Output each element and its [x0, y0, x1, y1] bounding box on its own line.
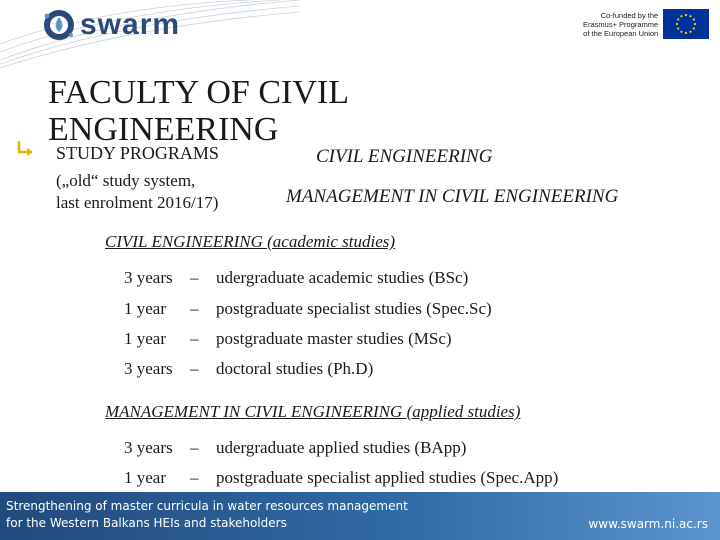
eu-cofunding-badge	[583, 9, 709, 39]
footer-project-title: Strengthening of master curricula in water resources management for the Western Balkans HEIs and stakeholders	[6, 499, 408, 530]
eu-star	[690, 31, 692, 33]
academic-studies-heading: CIVIL ENGINEERING (academic studies)	[105, 232, 396, 251]
eu-star	[693, 18, 695, 20]
eu-star	[694, 23, 696, 25]
logo-text: swarm	[80, 8, 181, 41]
eu-star	[685, 32, 687, 34]
eu-star	[676, 23, 678, 25]
footer-website[interactable]: www.swarm.ni.ac.rs	[588, 517, 708, 531]
program-description: postgraduate master studies (MSc)	[216, 329, 452, 348]
academic-row	[124, 268, 468, 288]
eu-star	[693, 27, 695, 29]
dash: –	[190, 329, 199, 348]
swarm-drop-icon	[42, 8, 76, 42]
eu-star	[677, 27, 679, 29]
program-description: postgraduate specialist applied studies (Spec.App)	[216, 468, 559, 487]
swarm-logo	[42, 8, 180, 42]
dash: –	[190, 438, 199, 457]
eu-star	[681, 15, 683, 17]
program-description: postgraduate specialist studies (Spec.Sc)	[216, 299, 492, 318]
eu-flag-icon	[663, 9, 709, 39]
duration: 3 years	[124, 268, 173, 287]
academic-row	[124, 359, 373, 379]
dash: –	[190, 359, 199, 378]
program-management-civil-engineering: MANAGEMENT IN CIVIL ENGINEERING	[286, 186, 619, 207]
duration: 1 year	[124, 299, 167, 318]
academic-row	[124, 329, 452, 349]
academic-row	[124, 299, 492, 319]
eu-star	[690, 15, 692, 17]
eu-cofunding-text: Co-funded by the Erasmus+ Programme of the European Union	[583, 10, 659, 38]
program-description: doctoral studies (Ph.D)	[216, 359, 374, 378]
duration: 3 years	[124, 359, 173, 378]
duration: 1 year	[124, 329, 167, 348]
study-programs-subheading: („old“ study system, last enrolment 2016/17)	[56, 171, 219, 212]
bullet-arrow-icon	[16, 139, 36, 159]
applied-studies-heading: MANAGEMENT IN CIVIL ENGINEERING (applied studies)	[105, 402, 521, 421]
duration: 3 years	[124, 438, 173, 457]
eu-star	[677, 18, 679, 20]
footer-bar	[0, 492, 720, 540]
dash: –	[190, 468, 199, 487]
dash: –	[190, 299, 199, 318]
applied-row	[124, 468, 558, 488]
dash: –	[190, 268, 199, 287]
eu-star	[685, 14, 687, 16]
program-description: udergraduate academic studies (BSc)	[216, 268, 469, 287]
page-title: FACULTY OF CIVIL ENGINEERING	[48, 74, 349, 148]
program-description: udergraduate applied studies (BApp)	[216, 438, 467, 457]
program-civil-engineering: CIVIL ENGINEERING	[316, 146, 493, 167]
applied-row	[124, 438, 466, 458]
eu-star	[681, 31, 683, 33]
study-programs-heading: STUDY PROGRAMS	[56, 143, 219, 163]
duration: 1 year	[124, 468, 167, 487]
